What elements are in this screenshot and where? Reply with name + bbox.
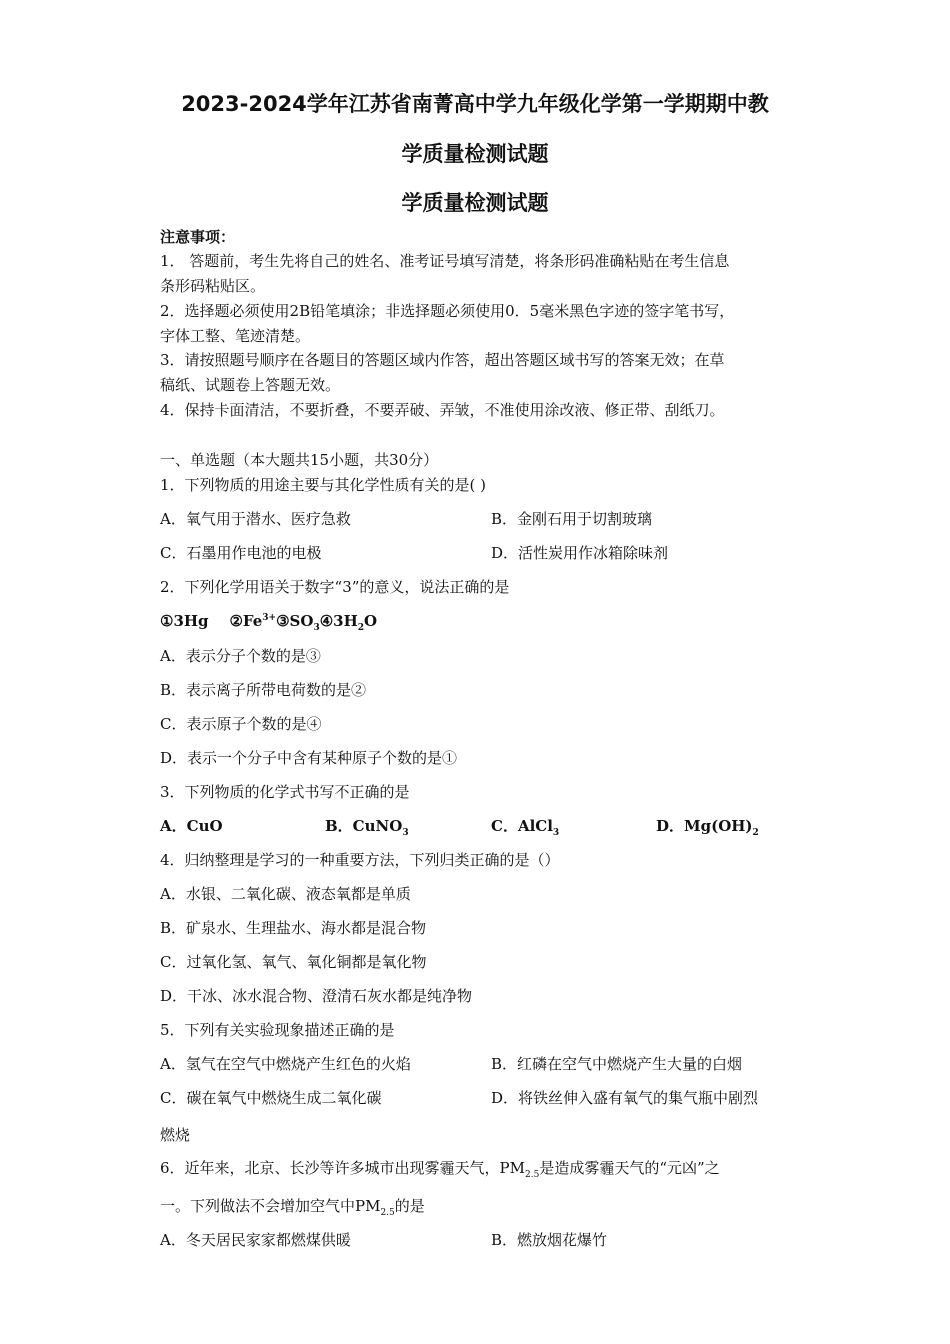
question-2-stem: 2．下列化学用语关于数字“3”的意义，说法正确的是 xyxy=(160,578,510,596)
question-5-option-b: B．红磷在空气中燃烧产生大量的白烟 xyxy=(491,1055,743,1073)
symbol-3hg: ①3Hg xyxy=(160,612,209,630)
notice-item-3-cont: 稿纸、试题卷上答题无效。 xyxy=(160,376,341,394)
question-5-option-a: A．氢气在空气中燃烧产生红色的火焰 xyxy=(160,1055,411,1073)
question-1-stem: 1．下列物质的用途主要与其化学性质有关的是( ) xyxy=(160,476,487,494)
notice-item-2-cont: 字体工整、笔迹清楚。 xyxy=(160,327,311,345)
question-6-stem-cont: 一。下列做法不会增加空气中$PM_{2.5}$的是 xyxy=(160,1197,425,1218)
question-1-option-a: A．氧气用于潜水、医疗急救 xyxy=(160,510,351,528)
notice-item-3: 3．请按照题号顺序在各题目的答题区域内作答，超出答题区域书写的答案无效；在草 xyxy=(160,351,725,369)
notice-item-2: 2．选择题必须使用2B铅笔填涂；非选择题必须使用0．5毫米黑色字迹的签字笔书写， xyxy=(160,302,735,320)
question-4-option-d: D．干冰、冰水混合物、澄清石灰水都是纯净物 xyxy=(160,987,473,1005)
question-6-option-a: A．冬天居民家家都燃煤供暖 xyxy=(160,1231,351,1249)
question-5-stem: 5．下列有关实验现象描述正确的是 xyxy=(160,1021,395,1039)
question-6-option-b: B．燃放烟花爆竹 xyxy=(491,1231,608,1249)
question-4-option-c: C．过氧化氢、氧气、氧化铜都是氧化物 xyxy=(160,953,427,971)
question-2-option-d: D．表示一个分子中含有某种原子个数的是① xyxy=(160,749,458,767)
notice-item-4: 4．保持卡面清洁，不要折叠，不要弄破、弄皱，不准使用涂改液、修正带、刮纸刀。 xyxy=(160,401,725,419)
question-5-option-d-cont: 燃烧 xyxy=(160,1126,191,1144)
question-3-option-a: A．CuO xyxy=(160,817,223,835)
question-1-option-b: B．金刚石用于切割玻璃 xyxy=(491,510,653,528)
question-1-option-c: C．石墨用作电池的电极 xyxy=(160,544,322,562)
question-4-option-b: B．矿泉水、生理盐水、海水都是混合物 xyxy=(160,919,427,937)
symbol-so3: $③SO_3$ xyxy=(276,612,320,633)
question-2-option-a: A．表示分子个数的是③ xyxy=(160,647,321,665)
section-heading: 一、单选题（本大题共15小题，共30分） xyxy=(160,451,439,469)
question-6-stem: 6．近年来，北京、长沙等许多城市出现雾霾天气，$PM_{2.5}$是造成雾霾天气的“元凶”之 xyxy=(160,1159,720,1180)
question-5-option-d: D．将铁丝伸入盛有氧气的集气瓶中剧烈 xyxy=(491,1089,759,1107)
symbol-3h2o: $④3H_2O$ xyxy=(319,612,378,633)
question-3-option-d: D．$Mg(OH)_2$ xyxy=(656,817,759,838)
notice-heading: 注意事项： xyxy=(160,228,236,246)
question-5-option-c: C．碳在氧气中燃烧生成二氧化碳 xyxy=(160,1089,382,1107)
symbol-fe-ion: $②Fe^{3+}$ xyxy=(229,612,277,630)
page-title-line-3: 学质量检测试题 xyxy=(401,191,549,215)
question-3-option-b: B．CuNO$_3$ xyxy=(325,817,409,838)
page-title-line-1: 2023-2024学年江苏省南菁高中学九年级化学第一学期期中教 xyxy=(181,92,769,116)
page-title-line-2: 学质量检测试题 xyxy=(401,142,549,166)
notice-item-1: 1． 答题前，考生先将自己的姓名、准考证号填写清楚，将条形码准确粘贴在考生信息 xyxy=(160,252,730,270)
question-3-stem: 3．下列物质的化学式书写不正确的是 xyxy=(160,783,410,801)
notice-item-1-cont: 条形码粘贴区。 xyxy=(160,277,266,295)
question-4-option-a: A．水银、二氧化碳、液态氧都是单质 xyxy=(160,885,411,903)
question-2-option-b: B．表示离子所带电荷数的是② xyxy=(160,681,367,699)
question-2-option-c: C．表示原子个数的是④ xyxy=(160,715,322,733)
question-3-option-c: C．AlCl$_3$ xyxy=(491,817,560,838)
question-4-stem: 4．归纳整理是学习的一种重要方法，下列归类正确的是（） xyxy=(160,851,560,869)
question-1-option-d: D．活性炭用作冰箱除味剂 xyxy=(491,544,669,562)
question-2-symbols xyxy=(160,611,377,631)
